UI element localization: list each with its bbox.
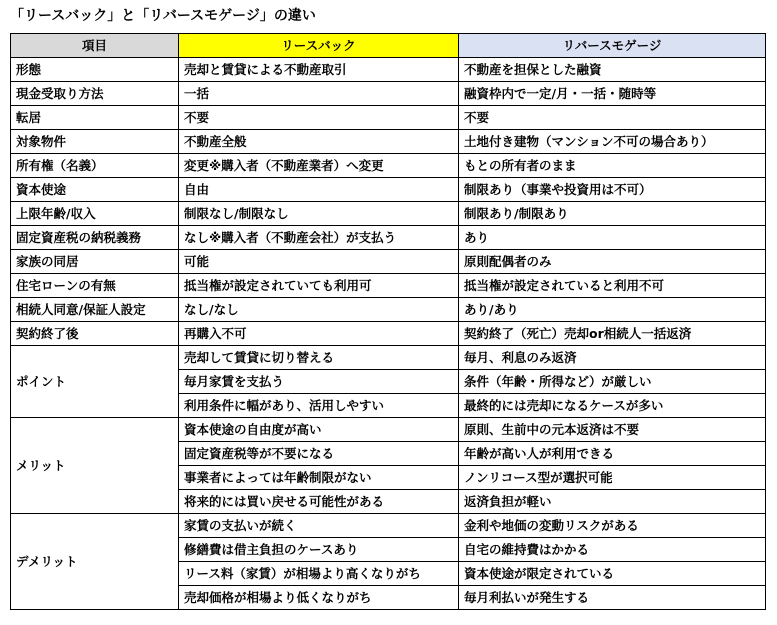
leaseback-cell: リース料（家賃）が相場より高くなりがち <box>179 562 459 586</box>
table-row <box>11 298 766 322</box>
row-label: 上限年齢/収入 <box>11 202 179 226</box>
table-row <box>11 58 766 82</box>
reverse-cell: ノンリコース型が選択可能 <box>459 466 766 490</box>
leaseback-cell: 将来的には買い戻せる可能性がある <box>179 490 459 514</box>
leaseback-cell: 自由 <box>179 178 459 202</box>
table-row <box>11 274 766 298</box>
table-row <box>11 322 766 346</box>
leaseback-cell: なし※購入者（不動産会社）が支払う <box>179 226 459 250</box>
reverse-cell: 毎月、利息のみ返済 <box>459 346 766 370</box>
reverse-cell: 原則配偶者のみ <box>459 250 766 274</box>
row-label: 対象物件 <box>11 130 179 154</box>
reverse-cell: 融資枠内で一定/月・一括・随時等 <box>459 82 766 106</box>
row-label: 相続人同意/保証人設定 <box>11 298 179 322</box>
row-label: 形態 <box>11 58 179 82</box>
reverse-cell: 年齢が高い人が利用できる <box>459 442 766 466</box>
table-row <box>11 226 766 250</box>
leaseback-cell: 不要 <box>179 106 459 130</box>
reverse-cell: 資本使途が限定されている <box>459 562 766 586</box>
leaseback-cell: 事業者によっては年齢制限がない <box>179 466 459 490</box>
leaseback-cell: 家賃の支払いが続く <box>179 514 459 538</box>
header-leaseback: リースバック <box>179 34 459 58</box>
table-row <box>11 82 766 106</box>
leaseback-cell: 毎月家賃を支払う <box>179 370 459 394</box>
table-row <box>11 106 766 130</box>
leaseback-cell: 資本使途の自由度が高い <box>179 418 459 442</box>
reverse-cell: 条件（年齢・所得など）が厳しい <box>459 370 766 394</box>
reverse-cell: 毎月利払いが発生する <box>459 586 766 610</box>
reverse-cell: 最終的には売却になるケースが多い <box>459 394 766 418</box>
reverse-cell: もとの所有者のまま <box>459 154 766 178</box>
group-label-merits: メリット <box>11 418 179 514</box>
table-row <box>11 130 766 154</box>
row-label: 住宅ローンの有無 <box>11 274 179 298</box>
reverse-cell: あり <box>459 226 766 250</box>
leaseback-cell: 一括 <box>179 82 459 106</box>
row-label: 固定資産税の納税義務 <box>11 226 179 250</box>
leaseback-cell: 固定資産税等が不要になる <box>179 442 459 466</box>
leaseback-cell: 不動産全般 <box>179 130 459 154</box>
reverse-cell: 制限あり（事業や投資用は不可） <box>459 178 766 202</box>
row-label: 資本使途 <box>11 178 179 202</box>
leaseback-cell: 変更※購入者（不動産業者）へ変更 <box>179 154 459 178</box>
leaseback-cell: 制限なし/制限なし <box>179 202 459 226</box>
reverse-cell: 金利や地価の変動リスクがある <box>459 514 766 538</box>
reverse-cell: あり/あり <box>459 298 766 322</box>
row-label: 所有権（名義） <box>11 154 179 178</box>
reverse-cell: 制限あり/制限あり <box>459 202 766 226</box>
header-item: 項目 <box>11 34 179 58</box>
row-label: 現金受取り方法 <box>11 82 179 106</box>
header-reverse-mortgage: リバースモゲージ <box>459 34 766 58</box>
table-row <box>11 250 766 274</box>
reverse-cell: 返済負担が軽い <box>459 490 766 514</box>
table-row <box>11 418 766 442</box>
table-row <box>11 154 766 178</box>
row-label: 家族の同居 <box>11 250 179 274</box>
table-row <box>11 514 766 538</box>
reverse-cell: 契約終了（死亡）売却or相続人一括返済 <box>459 322 766 346</box>
table-row <box>11 202 766 226</box>
leaseback-cell: 抵当権が設定されていても利用可 <box>179 274 459 298</box>
leaseback-cell: 修繕費は借主負担のケースあり <box>179 538 459 562</box>
reverse-cell: 不要 <box>459 106 766 130</box>
leaseback-cell: 売却と賃貸による不動産取引 <box>179 58 459 82</box>
leaseback-cell: 売却して賃貸に切り替える <box>179 346 459 370</box>
row-label: 転居 <box>11 106 179 130</box>
reverse-cell: 原則、生前中の元本返済は不要 <box>459 418 766 442</box>
page-title: 「リースバック」と「リバースモゲージ」の違い <box>10 8 316 24</box>
reverse-cell: 土地付き建物（マンション不可の場合あり） <box>459 130 766 154</box>
reverse-cell: 自宅の維持費はかかる <box>459 538 766 562</box>
leaseback-cell: 利用条件に幅があり、活用しやすい <box>179 394 459 418</box>
table-row <box>11 178 766 202</box>
comparison-table <box>10 33 766 610</box>
leaseback-cell: 売却価格が相場より低くなりがち <box>179 586 459 610</box>
leaseback-cell: 可能 <box>179 250 459 274</box>
group-label-demerits: デメリット <box>11 514 179 610</box>
reverse-cell: 不動産を担保とした融資 <box>459 58 766 82</box>
table-row <box>11 346 766 370</box>
leaseback-cell: 再購入不可 <box>179 322 459 346</box>
leaseback-cell: なし/なし <box>179 298 459 322</box>
group-label-points: ポイント <box>11 346 179 418</box>
reverse-cell: 抵当権が設定されていると利用不可 <box>459 274 766 298</box>
header-row <box>11 34 766 58</box>
row-label: 契約終了後 <box>11 322 179 346</box>
